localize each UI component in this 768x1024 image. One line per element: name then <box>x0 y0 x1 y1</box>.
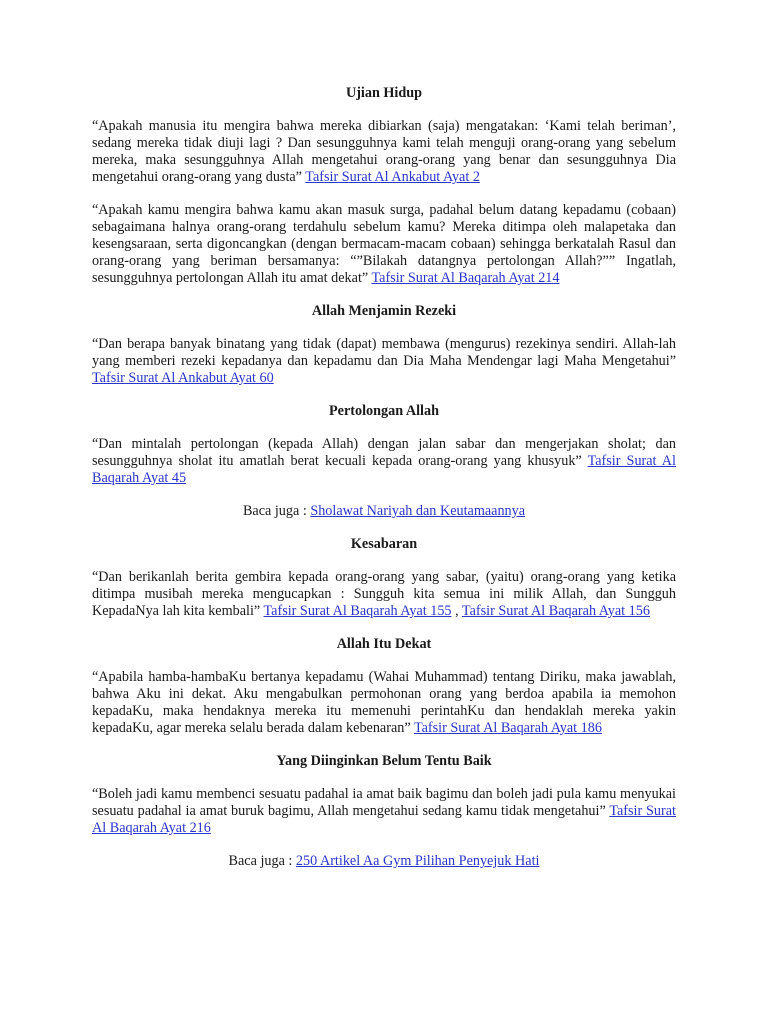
quote-text: “Dan berapa banyak binatang yang tidak (dapat) membawa (mengurus) rezekinya sendiri. Allah-lah yang memberi rezeki kepadanya dan kepadamu dan Dia Maha Mendengar lagi Maha Mengetahui” <box>92 336 676 369</box>
quote-text: “Dan mintalah pertolongan (kepada Allah) dengan jalan sabar dan mengerjakan sholat; dan sesungguhnya sholat itu amatlah berat kecuali kepada orang-orang yang khusyuk” <box>92 436 676 469</box>
baca-juga <box>92 503 676 520</box>
tafsir-link[interactable]: Tafsir Surat Al Ankabut Ayat 2 <box>305 169 480 185</box>
quote-paragraph <box>92 436 676 487</box>
baca-juga-prefix: Baca juga : <box>228 853 296 869</box>
section-title-pertolongan: Pertolongan Allah <box>329 403 439 419</box>
tafsir-link[interactable]: Tafsir Surat Al Baqarah Ayat 156 <box>461 603 650 619</box>
related-article-link[interactable]: 250 Artikel Aa Gym Pilihan Penyejuk Hati <box>295 853 540 869</box>
section-title-rezeki: Allah Menjamin Rezeki <box>311 303 457 319</box>
tafsir-link[interactable]: Tafsir Surat Al Baqarah Ayat 155 <box>263 603 452 619</box>
quote-paragraph <box>92 118 676 186</box>
related-article-link[interactable]: Sholawat Nariyah dan Keutamaannya <box>310 503 526 519</box>
quote-text: “Boleh jadi kamu membenci sesuatu padahal ia amat baik bagimu dan boleh jadi pula kamu menyukai sesuatu padahal ia amat buruk bagimu, Allah mengetahui sedang kamu tidak mengetahui” <box>92 786 676 819</box>
quote-text: “Apakah manusia itu mengira bahwa mereka dibiarkan (saja) mengatakan: ‘Kami telah beriman’, sedang mereka tidak diuji lagi ? Dan sesungguhnya kami telah menguji orang-orang yang sebelum mereka, maka sesungguhnya Allah mengetahui orang-orang yang benar dan sesungguhnya Dia mengetahui orang-orang yang dusta” <box>92 118 676 185</box>
tafsir-link[interactable]: Tafsir Surat Al Baqarah Ayat 214 <box>371 270 560 286</box>
baca-juga <box>92 853 676 870</box>
tafsir-link[interactable]: Tafsir Surat Al Baqarah Ayat 216 <box>92 803 676 836</box>
quote-paragraph <box>92 569 676 620</box>
quote-text: “Apakah kamu mengira bahwa kamu akan masuk surga, padahal belum datang kepadamu (cobaan) sebagaimana halnya orang-orang terdahulu sebelum kamu? Mereka ditimpa oleh malapetaka dan kesengsaraan, serta digoncangkan (dengan bermacam-macam cobaan) sehingga berkatalah Rasul dan orang-orang yang beriman bersamanya: “”Bilakah datangnya pertolongan Allah?”” Ingatlah, sesungguhnya pertolongan Allah itu amat dekat” <box>92 202 676 286</box>
baca-juga-prefix: Baca juga : <box>242 503 311 519</box>
tafsir-link[interactable]: Tafsir Surat Al Ankabut Ayat 60 <box>92 370 274 386</box>
quote-paragraph <box>92 336 676 387</box>
quote-paragraph <box>92 202 676 287</box>
link-separator: , <box>451 603 462 619</box>
quote-text: “Apabila hamba-hambaKu bertanya kepadamu (Wahai Muhammad) tentang Diriku, maka jawablah, bahwa Aku ini dekat. Aku mengabulkan permohonan orang yang berdoa apabila ia memohon kepadaKu, maka hendaknya mereka itu memenuhi perintahKu dan hendaklah mereka yakin kepadaKu, agar mereka selalu berada dalam kebenaran” <box>92 669 676 736</box>
section-title-belum-tentu-baik: Yang Diinginkan Belum Tentu Baik <box>276 753 492 769</box>
section-title-kesabaran: Kesabaran <box>350 536 418 552</box>
tafsir-link[interactable]: Tafsir Surat Al Baqarah Ayat 45 <box>92 453 676 486</box>
quote-paragraph <box>92 786 676 837</box>
tafsir-link[interactable]: Tafsir Surat Al Baqarah Ayat 186 <box>413 720 602 736</box>
section-title-allah-dekat: Allah Itu Dekat <box>336 636 432 652</box>
quote-paragraph <box>92 669 676 737</box>
section-title-ujian-hidup: Ujian Hidup <box>345 85 423 101</box>
quote-text: “Dan berikanlah berita gembira kepada orang-orang yang sabar, (yaitu) orang-orang yang ketika ditimpa musibah mereka mengucapkan : Sungguh kita semua ini milik Allah, dan Sungguh KepadaNya lah kita kembali” <box>92 569 676 619</box>
